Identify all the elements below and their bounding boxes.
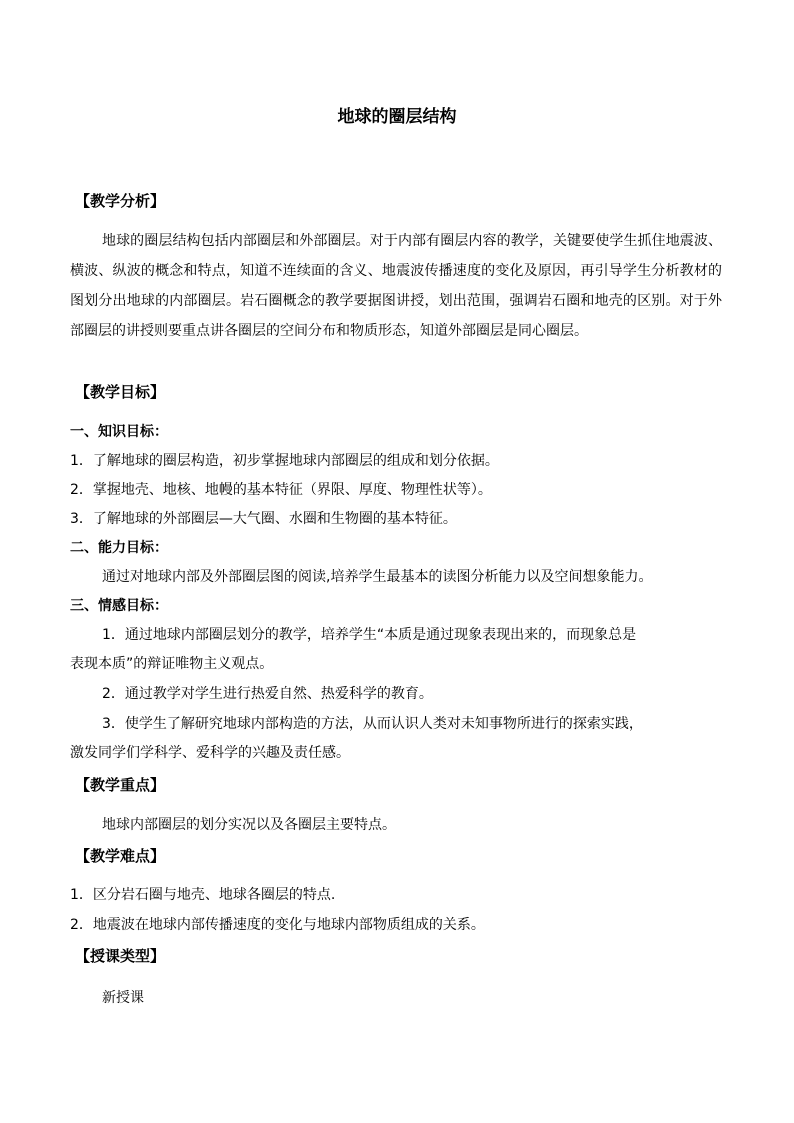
knowledge-goal-item: 2．掌握地壳、地核、地幔的基本特征（界限、厚度、物理性状等）。 [70,482,492,498]
teaching-analysis-paragraph: 地球的圈层结构包括内部圈层和外部圈层。对于内部有圈层内容的教学，关键要使学生抓住地震波、横波、纵波的概念和特点，知道不连续面的含义、地震波传播速度的变化及原因，再引导学生分析教材的图划分出地球的内部圈层。岩石圈概念的教学要据图讲授，划出范围，强调岩石圈和地壳的区别。对于外部圈层的讲授则要重点讲各圈层的空间分布和物质形态，知道外部圈层是同心圈层。 [70,233,722,339]
difficulty-item: 1．区分岩石圈与地壳、地球各圈层的特点. [70,887,336,903]
heading-difficulties: 【教学难点】 [75,847,166,865]
emotion-goal-item2: 2．通过教学对学生进行热爱自然、热爱科学的教育。 [102,686,433,702]
subheading-ability-goals: 二、能力目标： [70,540,168,556]
heading-lesson-type: 【授课类型】 [75,947,166,965]
emotion-goal-item1-line2: 表现本质”的辩证唯物主义观点。 [70,656,274,672]
subheading-knowledge-goals: 一、知识目标： [70,424,168,440]
heading-teaching-goals: 【教学目标】 [75,383,166,401]
emotion-goal-item3-line1: 3．使学生了解研究地球内部构造的方法，从而认识人类对未知事物所进行的探索实践， [102,716,643,732]
knowledge-goal-item: 3．了解地球的外部圈层—大气圈、水圈和生物圈的基本特征。 [70,511,457,527]
subheading-emotion-goals: 三、情感目标： [70,598,168,614]
heading-teaching-analysis: 【教学分析】 [75,192,166,210]
difficulty-item: 2．地震波在地球内部传播速度的变化与地球内部物质组成的关系。 [70,917,485,933]
heading-key-points: 【教学重点】 [75,776,166,794]
page-title: 地球的圈层结构 [337,107,457,127]
knowledge-goal-item: 1．了解地球的圈层构造，初步掌握地球内部圈层的组成和划分依据。 [70,453,499,469]
lesson-type-text: 新授课 [102,990,144,1006]
emotion-goal-item3-line2: 激发同学们学科学、爱科学的兴趣及责任感。 [70,745,350,761]
emotion-goal-item1-line1: 1．通过地球内部圈层划分的教学，培养学生“本质是通过现象表现出来的，而现象总是 [102,627,637,643]
ability-goal-text: 通过对地球内部及外部圈层图的阅读,培养学生最基本的读图分析能力以及空间想象能力。 [102,569,653,585]
key-points-text: 地球内部圈层的划分实况以及各圈层主要特点。 [102,817,396,833]
